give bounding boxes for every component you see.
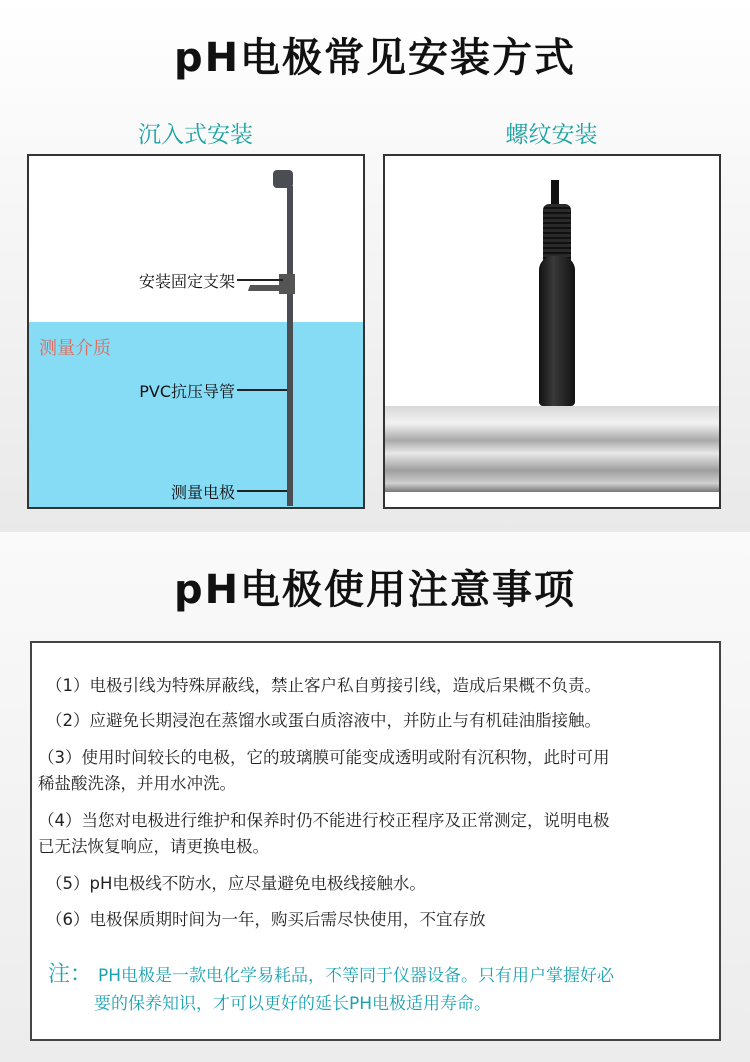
install-title: pH电极常见安装方式 xyxy=(173,35,577,81)
notes-title: pH电极使用注意事项 xyxy=(173,567,577,613)
electrode-body xyxy=(539,256,575,406)
footnote-label: 注： xyxy=(48,962,93,987)
note-item-4 xyxy=(38,808,708,860)
electrode-leader xyxy=(237,490,287,492)
thread-title: 螺纹安装 xyxy=(505,122,598,148)
item-text: （5）pH电极线不防水，应尽量避免电极线接触水。 xyxy=(46,874,426,893)
immersion-title: 沉入式安装 xyxy=(138,122,253,148)
note-item-5 xyxy=(46,871,716,897)
item-text: （3）使用时间较长的电极，它的玻璃膜可能变成透明或附有沉积物，此时可用 xyxy=(38,748,610,767)
note-item-1 xyxy=(46,673,716,699)
item-text: （6）电极保质期时间为一年，购买后需尽快使用，不宜存放 xyxy=(46,910,486,929)
notes-box xyxy=(30,641,721,1041)
bracket-label: 安装固定支架 xyxy=(138,272,235,291)
item-text-cont: 已无法恢复响应，请更换电极。 xyxy=(38,837,269,856)
thread-diagram xyxy=(383,154,721,509)
pipe xyxy=(385,406,719,492)
footnote-line2: 要的保养知识，才可以更好的延长PH电极适用寿命。 xyxy=(94,994,492,1014)
pvc-tube xyxy=(287,186,293,506)
item-text: （2）应避免长期浸泡在蒸馏水或蛋白质溶液中，并防止与有机硅油脂接触。 xyxy=(46,711,601,730)
item-text-cont: 稀盐酸洗涤，并用水冲洗。 xyxy=(38,774,236,793)
note-item-6 xyxy=(46,907,716,933)
tube-leader xyxy=(237,389,287,391)
item-text: （1）电极引线为特殊屏蔽线，禁止客户私自剪接引线，造成后果概不负责。 xyxy=(46,676,601,695)
footnote-line1: PH电极是一款电化学易耗品，不等同于仪器设备。只有用户掌握好必 xyxy=(98,966,615,986)
bracket-leader xyxy=(237,279,283,281)
item-text: （4）当您对电极进行维护和保养时仍不能进行校正程序及正常测定，说明电极 xyxy=(38,811,610,830)
medium-label: 测量介质 xyxy=(39,338,111,359)
note-item-3 xyxy=(38,745,708,797)
thread xyxy=(543,204,571,260)
electrode-label: 测量电极 xyxy=(170,483,235,502)
bracket-clamp xyxy=(279,274,295,294)
footnote xyxy=(48,961,714,1018)
tube-label: PVC抗压导管 xyxy=(139,382,235,401)
immersion-diagram xyxy=(27,154,365,509)
note-item-2 xyxy=(46,708,716,734)
